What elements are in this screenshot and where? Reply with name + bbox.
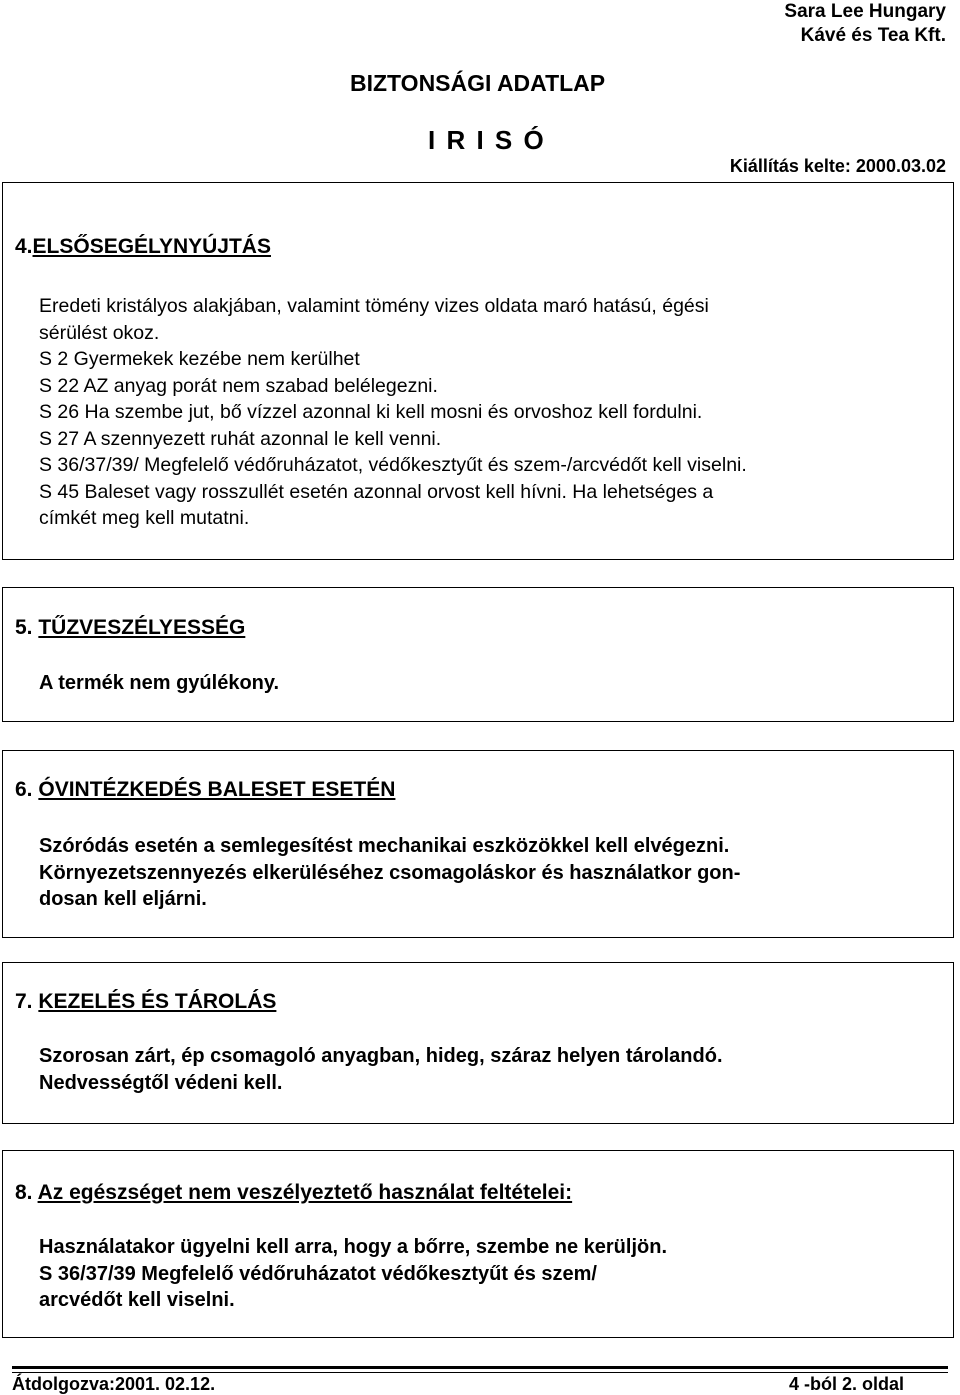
section-heading [15, 990, 276, 1014]
body-line: S 45 Baleset vagy rosszullét esetén azonnal orvost kell hívni. Ha lehetséges a [39, 480, 714, 503]
section-title: ELSŐSEGÉLYNYÚJTÁS [32, 235, 271, 258]
company-name [784, 0, 946, 48]
section-heading [15, 616, 245, 640]
document-title: BIZTONSÁGI ADATLAP [350, 70, 606, 96]
section-first-aid [2, 182, 954, 560]
body-line: S 36/37/39 Megfelelő védőruházatot védőkesztyűt és szem/ [39, 1262, 597, 1285]
footer-divider [12, 1366, 948, 1369]
section-title: KEZELÉS ÉS TÁROLÁS [38, 990, 277, 1013]
company-line-1: Sara Lee Hungary [784, 1, 946, 22]
body-line: Nedvességtől védeni kell. [39, 1071, 283, 1094]
revision-date: Átdolgozva:2001. 02.12. [12, 1374, 216, 1394]
section-number: 4. [15, 235, 33, 258]
section-title: Az egészséget nem veszélyeztető használat feltételei: [37, 1181, 573, 1204]
section-heading [15, 1181, 572, 1205]
section-accident-measures [2, 750, 954, 938]
section-body [39, 833, 945, 913]
body-line: S 26 Ha szembe jut, bő vízzel azonnal ki kell mosni és orvoshoz kell fordulni. [39, 401, 703, 423]
body-line: dosan kell eljárni. [39, 888, 207, 910]
body-line: címkét meg kell mutatni. [39, 507, 250, 529]
body-line: S 22 AZ anyag porát nem szabad belélegezni. [39, 374, 438, 397]
body-line: sérülést okoz. [39, 321, 160, 344]
footer-divider-thin [12, 1372, 948, 1373]
section-fire-hazard [2, 587, 954, 722]
product-name: I R I S Ó [428, 125, 546, 155]
section-body [39, 1234, 945, 1314]
page-number: 4 -ból 2. oldal [788, 1374, 904, 1394]
section-body [39, 670, 945, 697]
body-line: arcvédőt kell viselni. [39, 1289, 235, 1311]
section-handling-storage [2, 962, 954, 1124]
section-heading [15, 778, 395, 802]
body-line: S 27 A szennyezett ruhát azonnal le kell venni. [39, 427, 442, 450]
section-number: 8. [15, 1181, 38, 1204]
section-title: ÓVINTÉZKEDÉS BALESET ESETÉN [38, 778, 396, 801]
body-line: Eredeti kristályos alakjában, valamint tömény vizes oldata maró hatású, égési [39, 295, 709, 317]
company-line-2: Kávé és Tea Kft. [800, 25, 946, 46]
section-body [39, 1043, 945, 1096]
section-heading [15, 235, 271, 259]
issue-date: Kiállítás kelte: 2000.03.02 [729, 156, 946, 176]
body-line: A termék nem gyúlékony. [39, 672, 280, 694]
body-line: Használatakor ügyelni kell arra, hogy a bőrre, szembe ne kerüljön. [39, 1236, 667, 1258]
section-number: 7. [15, 990, 39, 1013]
section-safe-use [2, 1150, 954, 1338]
body-line: Környezetszennyezés elkerüléséhez csomagoláskor és használatkor gon- [39, 861, 741, 884]
body-line: Szóródás esetén a semlegesítést mechanikai eszközökkel kell elvégezni. [39, 835, 730, 857]
section-body [39, 293, 945, 532]
section-number: 6. [15, 778, 39, 801]
section-number: 5. [15, 616, 39, 639]
body-line: S 36/37/39/ Megfelelő védőruházatot, védőkesztyűt és szem-/arcvédőt kell viselni. [39, 454, 747, 476]
body-line: Szorosan zárt, ép csomagoló anyagban, hideg, száraz helyen tárolandó. [39, 1045, 723, 1067]
body-line: S 2 Gyermekek kezébe nem kerülhet [39, 348, 360, 370]
section-title: TŰZVESZÉLYESSÉG [38, 616, 246, 639]
